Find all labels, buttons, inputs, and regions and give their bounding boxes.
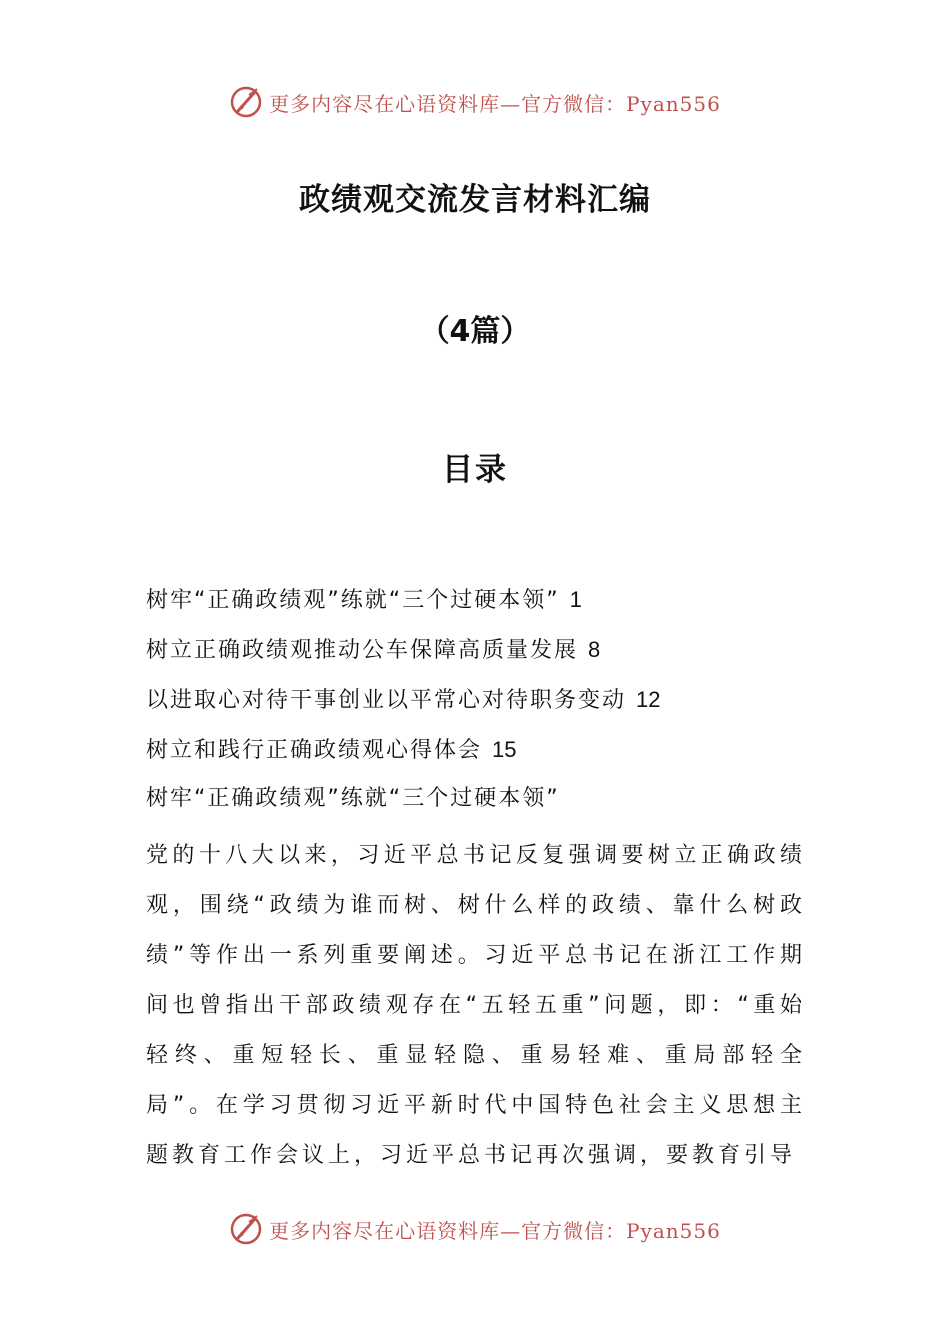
header-banner-text: 更多内容尽在心语资料库—官方微信：Pyan556 — [269, 91, 721, 116]
footer-banner-text: 更多内容尽在心语资料库—官方微信：Pyan556 — [269, 1218, 721, 1243]
pen-logo-icon — [229, 1212, 263, 1246]
document-title: 政绩观交流发言材料汇编 — [299, 182, 651, 218]
footer-banner — [0, 1207, 950, 1251]
toc-heading: 目录 — [442, 452, 508, 488]
table-of-contents — [146, 582, 826, 782]
header-wechat-id: Pyan556 — [626, 91, 721, 116]
toc-item-title: 树立和践行正确政绩观心得体会 — [146, 738, 483, 763]
section-title: 树牢“正确政绩观”练就“三个过硬本领” — [146, 786, 560, 811]
footer-wechat-id: Pyan556 — [626, 1218, 721, 1243]
document-count: （4篇） — [419, 314, 531, 349]
pen-logo-icon — [229, 85, 263, 119]
toc-item-page: 15 — [492, 737, 517, 762]
body-paragraph: 党的十八大以来，习近平总书记反复强调要树立正确政绩观，围绕“政绩为谁而树、树什么样的政绩、靠什么树政绩”等作出一系列重要阐述。习近平总书记在浙江工作期间也曾指出干部政绩观存在“五轻五重”问题，即：“重始轻终、重短轻长、重显轻隐、重易轻难、重局部轻全局”。在学习贯彻习近平新时代中国特色社会主义思想主题教育工作会议上，习近平总书记再次强调，要教育引导 — [146, 843, 806, 1168]
toc-item[interactable] — [146, 682, 826, 732]
toc-item[interactable] — [146, 582, 826, 632]
header-banner — [0, 80, 950, 124]
toc-item-page: 12 — [636, 687, 661, 712]
toc-item-page: 8 — [588, 637, 601, 662]
toc-item-title: 树立正确政绩观推动公车保障高质量发展 — [146, 638, 579, 663]
toc-item-title: 树牢“正确政绩观”练就“三个过硬本领” — [146, 588, 560, 613]
toc-item-page: 1 — [569, 587, 582, 612]
toc-item[interactable] — [146, 732, 826, 782]
toc-item[interactable] — [146, 632, 826, 682]
toc-item-title: 以进取心对待干事创业以平常心对待职务变动 — [146, 688, 627, 713]
